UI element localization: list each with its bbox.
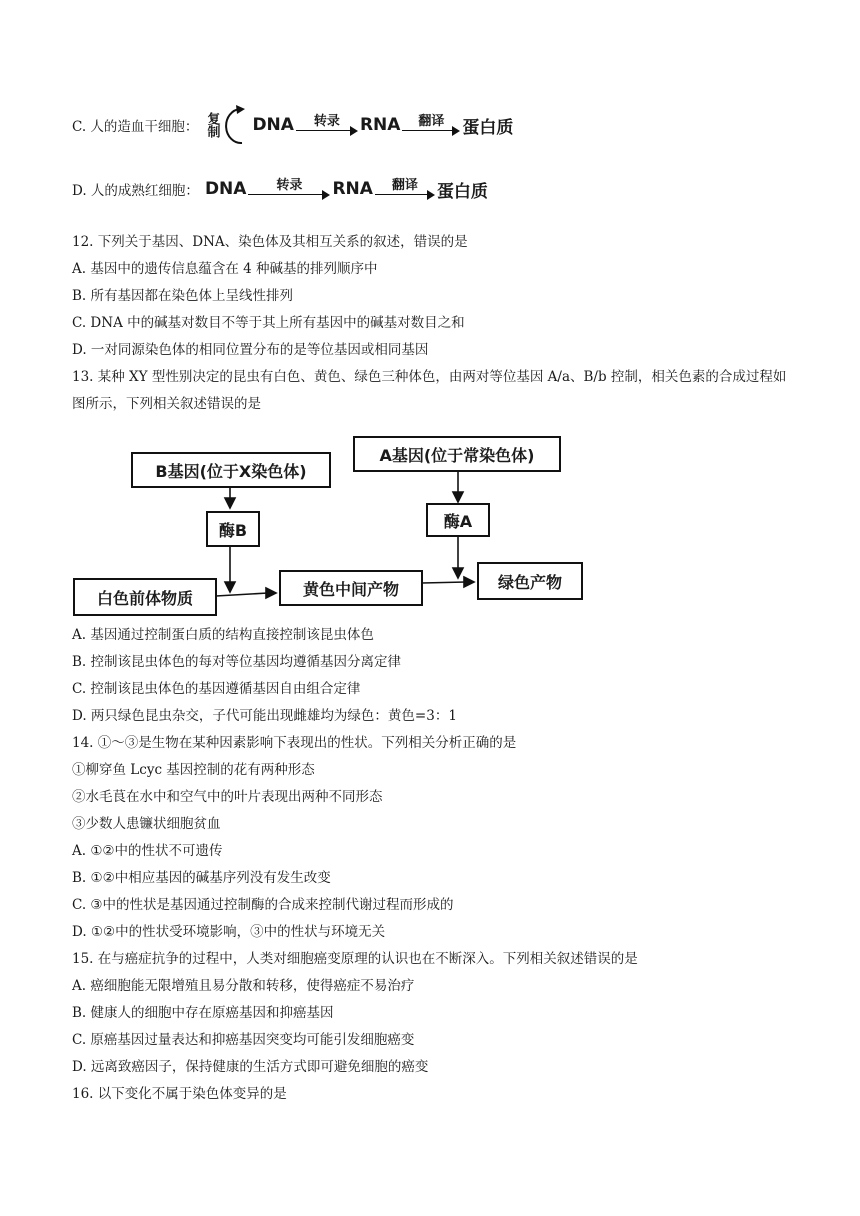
q14-option-c: C. ③中的性状是基因通过控制酶的合成来控制代谢过程而形成的 <box>72 897 454 913</box>
q12-option-c: C. DNA 中的碱基对数目不等于其上所有基因中的碱基对数目之和 <box>72 315 465 331</box>
q13-option-a: A. 基因通过控制蛋白质的结构直接控制该昆虫体色 <box>72 627 374 643</box>
transcription-label: 转录 <box>276 178 303 193</box>
gene-b-box: B基因(位于X染色体) <box>131 452 331 488</box>
rna-text: RNA <box>332 179 373 199</box>
q14-option-b: B. ①②中相应基因的碱基序列没有发生改变 <box>72 870 331 886</box>
q13-option-c: C. 控制该昆虫体色的基因遵循基因自由组合定律 <box>72 681 361 697</box>
q15-option-d: D. 远离致癌因子，保持健康的生活方式即可避免细胞的癌变 <box>72 1059 429 1075</box>
protein-text: 蛋白质 <box>436 181 488 202</box>
q15-option-a: A. 癌细胞能无限增殖且易分散和转移，使得癌症不易治疗 <box>72 978 415 994</box>
q14-option-d: D. ①②中的性状受环境影响，③中的性状与环境无关 <box>72 924 386 940</box>
q12-option-b: B. 所有基因都在染色体上呈线性排列 <box>72 288 294 304</box>
green-product-box: 绿色产物 <box>477 562 583 600</box>
q14-stem: 14. ①～③是生物在某种因素影响下表现出的性状。下列相关分析正确的是 <box>72 735 517 751</box>
q13-stem: 13. 某种 XY 型性别决定的昆虫有白色、黄色、绿色三种体色，由两对等位基因 A/a、B/b 控制，相关色素的合成过程如图所示，下列相关叙述错误的是 <box>72 369 787 412</box>
dna-text: DNA <box>252 115 294 135</box>
dna-text: DNA <box>204 179 247 199</box>
q15-option-b: B. 健康人的细胞中存在原癌基因和抑癌基因 <box>72 1005 334 1021</box>
white-precursor-box: 白色前体物质 <box>73 578 217 616</box>
protein-text: 蛋白质 <box>462 117 514 138</box>
q15-option-c: C. 原癌基因过量表达和抑癌基因突变均可能引发细胞癌变 <box>72 1032 415 1048</box>
translation-label: 翻译 <box>391 178 418 193</box>
q11-c-label: C. 人的造血干细胞： <box>72 119 199 135</box>
q14-option-a: A. ①②中的性状不可遗传 <box>72 843 223 859</box>
q15-stem: 15. 在与癌症抗争的过程中，人类对细胞癌变原理的认识也在不断深入。下列相关叙述错误的是 <box>72 951 638 967</box>
q16-stem: 16. 以下变化不属于染色体变异的是 <box>72 1086 287 1102</box>
rna-text: RNA <box>359 115 401 135</box>
q12-option-d: D. 一对同源染色体的相同位置分布的是等位基因或相同基因 <box>72 342 429 358</box>
q14-item-1: ①柳穿鱼 Lcyc 基因控制的花有两种形态 <box>72 762 315 778</box>
translation-label: 翻译 <box>418 114 445 129</box>
q12-option-a: A. 基因中的遗传信息蕴含在 4 种碱基的排列顺序中 <box>72 261 378 277</box>
replication-label: 复制 <box>204 112 220 138</box>
q11-d-label: D. 人的成熟红细胞： <box>72 183 199 199</box>
q14-item-3: ③少数人患镰状细胞贫血 <box>72 816 221 832</box>
q14-item-2: ②水毛茛在水中和空气中的叶片表现出两种不同形态 <box>72 789 383 805</box>
enzyme-a-box: 酶A <box>426 503 490 537</box>
q13-option-b: B. 控制该昆虫体色的每对等位基因均遵循基因分离定律 <box>72 654 402 670</box>
yellow-intermediate-box: 黄色中间产物 <box>279 570 423 606</box>
q12-stem: 12. 下列关于基因、DNA、染色体及其相互关系的叙述，错误的是 <box>72 234 468 250</box>
q13-option-d: D. 两只绿色昆虫杂交，子代可能出现雌雄均为绿色：黄色=3：1 <box>72 708 457 724</box>
enzyme-b-box: 酶B <box>206 511 260 547</box>
transcription-label: 转录 <box>313 114 340 129</box>
gene-a-box: A基因(位于常染色体) <box>353 436 561 472</box>
